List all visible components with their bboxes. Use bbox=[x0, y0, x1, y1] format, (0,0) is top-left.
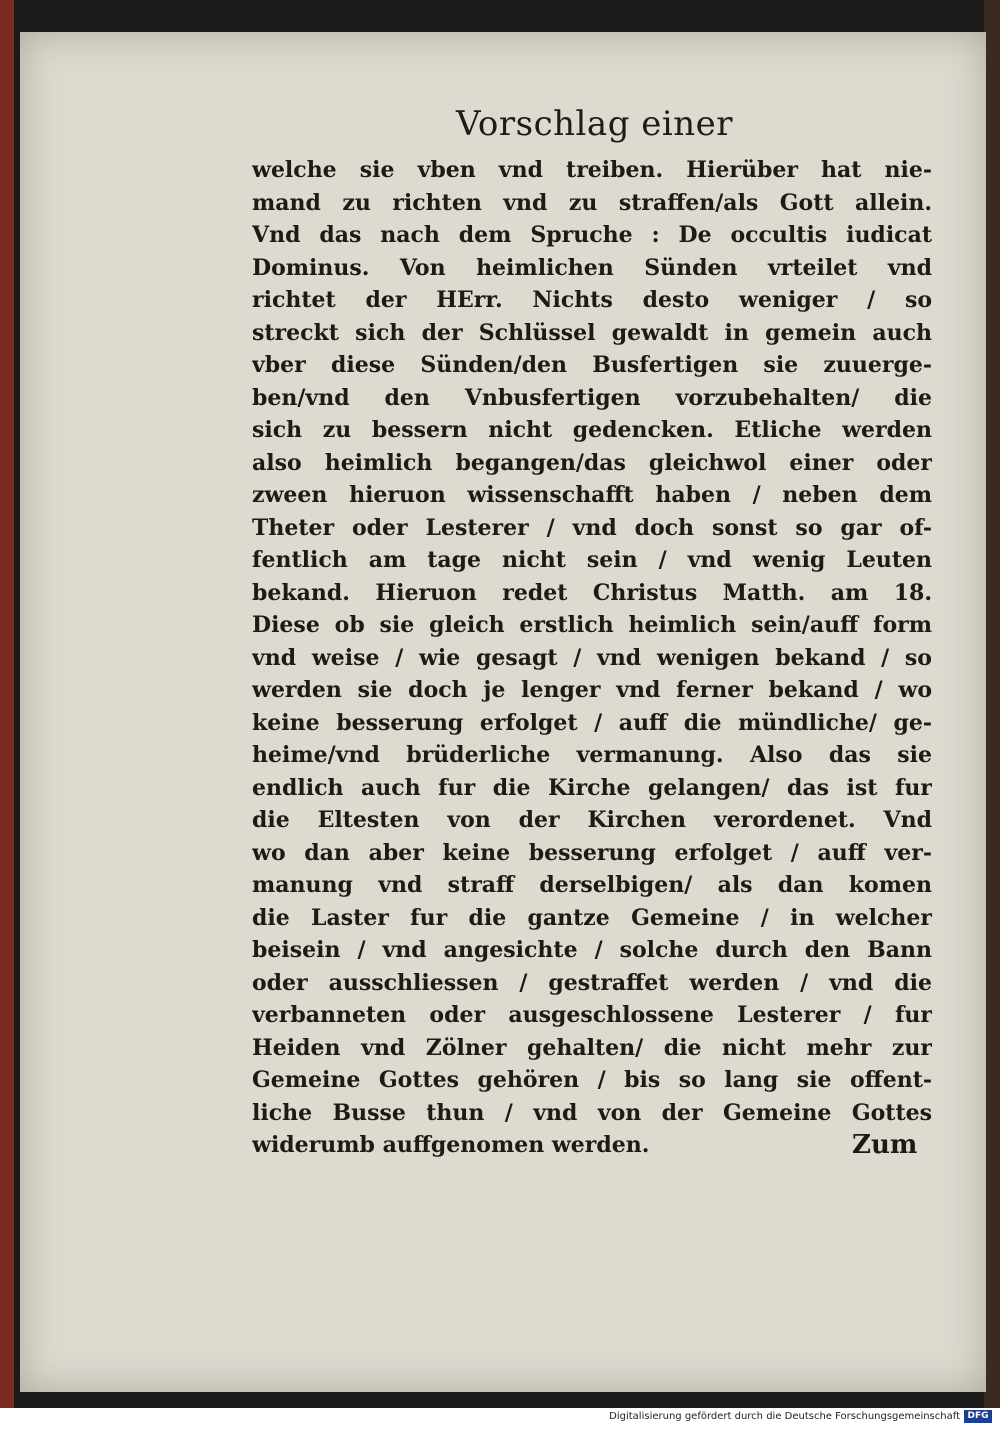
text-line: beisein / vnd angesichte / solche durch den Bann bbox=[252, 937, 932, 963]
text-line: zween hieruon wissenschafft haben / neben dem bbox=[252, 482, 932, 508]
text-line: Heiden vnd Zölner gehalten/ die nicht mehr zur bbox=[252, 1034, 932, 1061]
dfg-logo-icon: DFG bbox=[964, 1410, 992, 1423]
text-line: mand zu richten vnd zu straffen/als Gott allein. bbox=[252, 189, 932, 216]
text-line: die Eltesten von der Kirchen verordenet. Vnd bbox=[252, 807, 932, 833]
text-line: keine besserung erfolget / auff die mündliche/ ge- bbox=[252, 709, 932, 736]
text-line: verbanneten oder ausgeschlossene Lesterer / fur bbox=[252, 1002, 932, 1028]
text-line: vber diese Sünden/den Busfertigen sie zuuerge- bbox=[252, 352, 932, 378]
text-line: fentlich am tage nicht sein / vnd wenig Leuten bbox=[252, 547, 932, 573]
text-line: widerumb auffgenomen werden. bbox=[252, 1132, 650, 1158]
text-line: streckt sich der Schlüssel gewaldt in gemein auch bbox=[252, 319, 932, 346]
text-line: die Laster fur die gantze Gemeine / in welcher bbox=[252, 904, 932, 931]
text-line: endlich auch fur die Kirche gelangen/ das ist fur bbox=[252, 774, 932, 801]
text-line: bekand. Hieruon redet Christus Matth. am 18. bbox=[252, 579, 932, 606]
body-text bbox=[252, 154, 932, 1162]
text-line: ben/vnd den Vnbusfertigen vorzubehalten/ die bbox=[252, 384, 932, 411]
text-line: heime/vnd brüderliche vermanung. Also das sie bbox=[252, 742, 932, 768]
text-line: oder ausschliessen / gestraffet werden / vnd die bbox=[252, 969, 932, 996]
text-line: welche sie vben vnd treiben. Hierüber hat nie- bbox=[252, 157, 932, 183]
text-line: manung vnd straff derselbigen/ als dan komen bbox=[252, 872, 932, 898]
text-line: sich zu bessern nicht gedencken. Etliche werden bbox=[252, 417, 932, 443]
book-edge-left bbox=[0, 0, 14, 1408]
running-head: Vorschlag einer bbox=[456, 104, 734, 144]
text-line: also heimlich begangen/das gleichwol einer oder bbox=[252, 449, 932, 476]
text-line: wo dan aber keine besserung erfolget / auff ver- bbox=[252, 839, 932, 866]
text-line: liche Busse thun / vnd von der Gemeine Gottes bbox=[252, 1099, 932, 1126]
text-line: vnd weise / wie gesagt / vnd wenigen bekand / so bbox=[252, 644, 932, 671]
catchword: Zum bbox=[852, 1130, 918, 1160]
text-line: Theter oder Lesterer / vnd doch sonst so gar of- bbox=[252, 514, 932, 541]
book-edge-right bbox=[984, 0, 1000, 1408]
text-line: Diese ob sie gleich erstlich heimlich sein/auff form bbox=[252, 612, 932, 638]
digitization-credit: Digitalisierung gefördert durch die Deutsche Forschungsgemeinschaft bbox=[609, 1411, 960, 1422]
text-line: werden sie doch je lenger vnd ferner bekand / wo bbox=[252, 677, 932, 703]
text-line: Dominus. Von heimlichen Sünden vrteilet vnd bbox=[252, 254, 932, 281]
text-line: Vnd das nach dem Spruche : De occultis iudicat bbox=[252, 222, 932, 248]
text-line: richtet der HErr. Nichts desto weniger / so bbox=[252, 287, 932, 313]
text-line: Gemeine Gottes gehören / bis so lang sie offent- bbox=[252, 1067, 932, 1093]
